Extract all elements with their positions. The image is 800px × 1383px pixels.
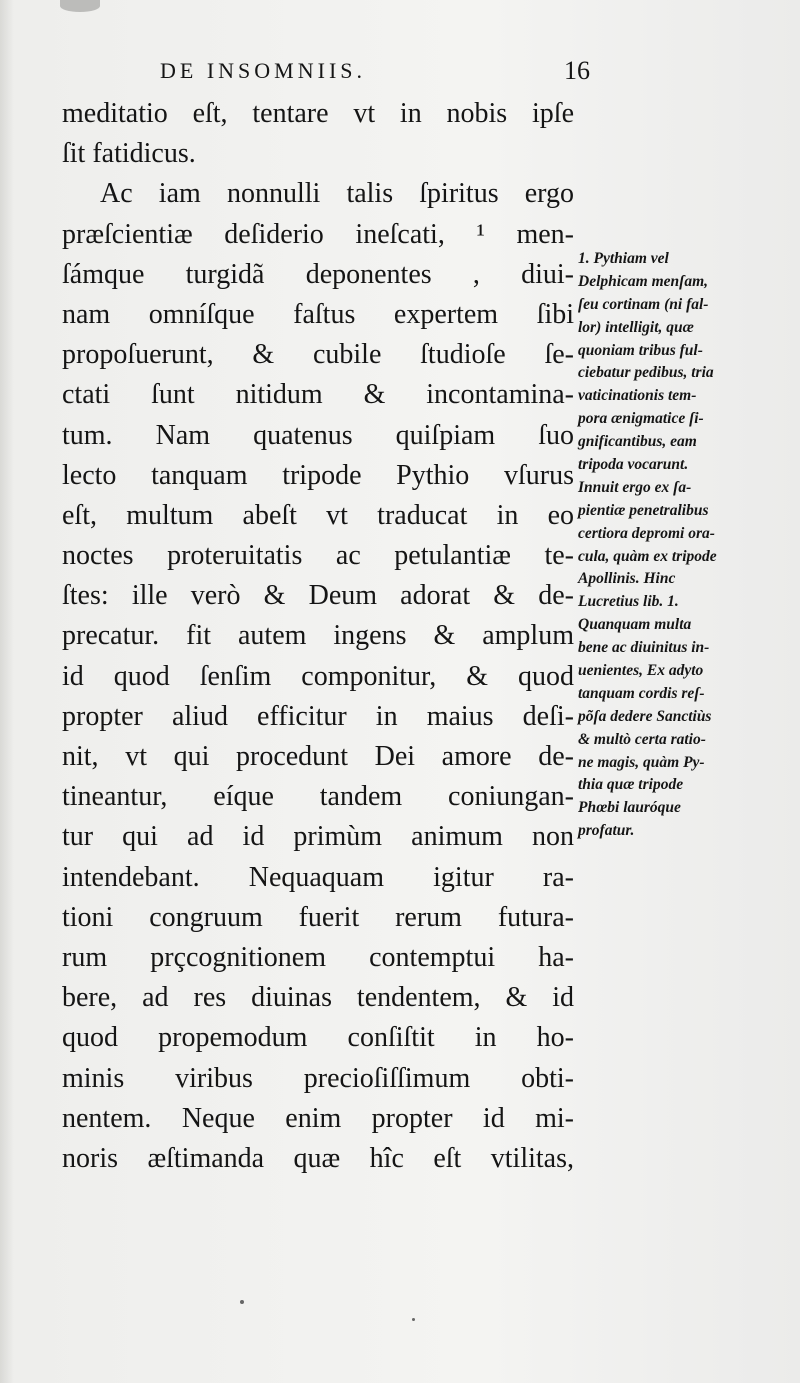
text-line: noctes proteruitatis ac petulantiæ te- [62,540,574,572]
text-line: eſt, multum abeſt vt traducat in eo [62,499,574,531]
text-line: ſámque turgidã deponentes , diui- [62,258,574,290]
text-line: rum prçcognitionem contemptui ha- [62,941,574,973]
text-line: propter aliud efficitur in maius deſi- [62,700,574,732]
marginal-note [578,248,768,843]
text-line: meditatio eſt, tentare vt in nobis ipſe [62,98,574,129]
marginal-note-line: Innuit ergo ex ſa- [578,478,692,496]
text-line: tum. Nam quatenus quiſpiam ſuo [62,419,574,451]
text-line: intendebant. Nequaquam igitur ra- [62,861,574,893]
text-line: ſit fatidicus. [62,138,196,170]
text-line: bere, ad res diuinas tendentem, & id [62,982,574,1014]
text-line: nit, vt qui procedunt Dei amore de- [62,741,574,772]
marginal-note-line: Apollinis. Hinc [578,570,676,588]
text-line: ctati ſunt nitidum & incontamina- [62,379,574,411]
marginal-note-line: Phœbi lauróque [578,799,681,817]
text-line: quod propemodum conſiſtit in ho- [62,1022,574,1054]
marginal-note-line: certiora depromi ora- [578,524,715,542]
text-line: nam omníſque faſtus expertem ſibi [62,298,574,330]
marginal-note-line: pientiæ penetralibus [578,501,709,519]
text-line: precatur. fit autem ingens & amplum [62,620,574,652]
paper-speck [240,1300,244,1304]
text-line: minis viribus precioſiſſimum obti- [62,1062,574,1094]
marginal-note-line: profatur. [578,822,635,840]
marginal-note-line: Quanquam multa [578,616,692,634]
marginal-note-line: ne magis, quàm Py- [578,753,705,771]
marginal-note-line: ſeu cortinam (ni fal- [578,295,709,313]
text-line: noris æſtimanda quæ hîc eſt vtilitas, [62,1142,574,1174]
marginal-note-line: vaticinationis tem- [578,387,697,405]
marginal-note-line: lor) intelligit, quæ [578,318,694,336]
text-line: tineantur, eíque tandem coniungan- [62,781,574,813]
main-text-block [62,94,574,1179]
page-number: 16 [564,56,590,85]
running-title: DE INSOMNIIS. [160,58,366,83]
marginal-note-line: uenientes, Ex adyto [578,662,704,680]
text-line: propoſuerunt, & cubile ſtudioſe ſe- [62,339,574,371]
text-line: tur qui ad id primùm animum non [62,821,574,853]
text-line: lecto tanquam tripode Pythio vſurus [62,459,574,491]
text-line: tioni congruum fuerit rerum futura- [62,901,574,933]
text-line: Ac iam nonnulli talis ſpiritus ergo [100,178,574,210]
text-line: ſtes: ille verò & Deum adorat & de- [62,580,574,612]
running-head [160,58,590,94]
text-line: id quod ſenſim componitur, & quod [62,660,574,692]
page-corner-shadow [60,0,100,12]
marginal-note-line: & multò certa ratio- [578,730,706,748]
marginal-note-line: bene ac diuinitus in- [578,639,710,657]
marginal-note-line: pora ænigmatice ſi- [578,410,704,428]
paper-speck [412,1318,415,1321]
marginal-note-line: põſa dedere Sanctiùs [578,707,712,725]
marginal-note-line: ciebatur pedibus, tria [578,364,714,382]
marginal-note-line: cula, quàm ex tripode [578,547,717,565]
marginal-note-line: gnificantibus, eam [578,433,697,451]
marginal-note-line: Lucretius lib. 1. [578,593,679,611]
text-line: nentem. Neque enim propter id mi- [62,1102,574,1134]
marginal-note-line: quoniam tribus ful- [578,341,703,359]
marginal-note-line: Delphicam menſam, [578,272,709,290]
marginal-note-line: tripoda vocarunt. [578,456,689,474]
marginal-note-line: 1. Pythiam vel [578,250,669,267]
marginal-note-line: tanquam cordis reſ- [578,684,705,702]
text-line: præſcientiæ deſiderio ineſcati, ¹ men- [62,218,574,250]
marginal-note-line: thia quæ tripode [578,776,684,794]
